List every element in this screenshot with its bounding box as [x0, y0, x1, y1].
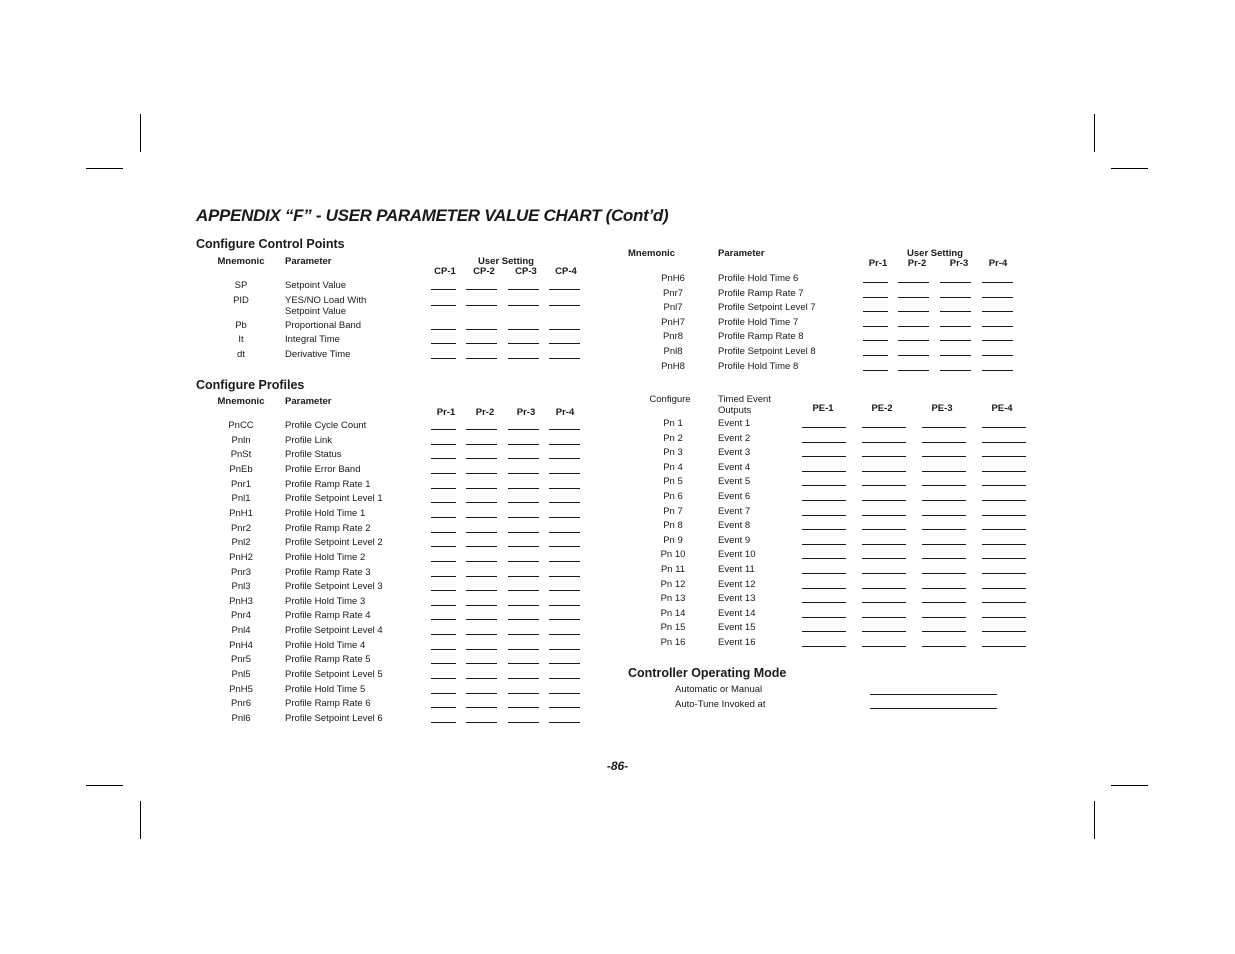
entry-line[interactable] [802, 558, 846, 559]
row-parameter: Profile Hold Time 5 [285, 683, 366, 695]
row-parameter: Profile Hold Time 1 [285, 507, 366, 519]
row-parameter: Profile Setpoint Level 5 [285, 669, 383, 681]
crop-mark [1094, 114, 1095, 152]
entry-line[interactable] [922, 602, 966, 603]
entry-line[interactable] [862, 442, 906, 443]
events-header-param-line2: Outputs [718, 405, 752, 416]
entry-line[interactable] [862, 573, 906, 574]
entry-line[interactable] [863, 340, 888, 341]
page-number: -86- [606, 759, 629, 773]
row-parameter: Profile Setpoint Level 6 [285, 713, 383, 724]
row-parameter-line1: YES/NO Load With [285, 294, 367, 306]
table-row [0, 564, 1235, 578]
row-mnemonic: Pnl2 [231, 537, 251, 549]
entry-line[interactable] [982, 370, 1013, 371]
column-header: Pr-1 [868, 258, 888, 269]
crop-mark [1111, 168, 1148, 169]
row-mnemonic: Pnr1 [230, 478, 252, 490]
crop-mark [1111, 785, 1148, 786]
table-row [0, 418, 1235, 432]
row-mnemonic: Pnr7 [662, 287, 684, 299]
entry-line[interactable] [863, 282, 888, 283]
table-row [0, 622, 1235, 636]
row-parameter: Event 14 [718, 607, 756, 619]
row-mnemonic: Pn 3 [663, 447, 683, 459]
table-row [0, 273, 1235, 287]
row-parameter: Profile Ramp Rate 8 [718, 331, 804, 343]
entry-line[interactable] [982, 558, 1026, 559]
row-mnemonic: Pb [235, 319, 247, 331]
row-mnemonic: Pnr3 [230, 566, 252, 578]
column-header: PE-1 [812, 403, 834, 414]
entry-line[interactable] [802, 631, 846, 632]
column-header: Pr-3 [516, 407, 536, 418]
entry-line[interactable] [982, 544, 1026, 545]
entry-line[interactable] [922, 456, 966, 457]
row-parameter: Profile Ramp Rate 6 [285, 698, 371, 710]
entry-line[interactable] [549, 693, 580, 694]
mode-entry-line[interactable] [870, 708, 997, 709]
entry-line[interactable] [982, 515, 1026, 516]
row-mnemonic: Pn 14 [660, 607, 686, 619]
prc-user-setting-header: User Setting [907, 248, 963, 259]
mode-label-auto-tune: Auto-Tune Invoked at [675, 699, 766, 710]
row-mnemonic: PnH4 [229, 639, 253, 651]
entry-line[interactable] [982, 471, 1026, 472]
row-parameter: Derivative Time [285, 348, 351, 360]
page-title: APPENDIX “F” - USER PARAMETER VALUE CHART (Cont’d) [196, 206, 669, 225]
entry-line[interactable] [508, 678, 539, 679]
table-row [0, 669, 1235, 683]
table-row [0, 447, 1235, 461]
entry-line[interactable] [862, 500, 906, 501]
row-mnemonic: PnH3 [229, 595, 253, 607]
crop-mark [86, 785, 123, 786]
entry-line[interactable] [508, 663, 539, 664]
row-mnemonic: Pn 10 [660, 549, 686, 561]
entry-line[interactable] [802, 500, 846, 501]
entry-line[interactable] [549, 722, 580, 723]
row-parameter: Profile Setpoint Level 8 [718, 346, 816, 357]
row-parameter: Event 16 [718, 637, 756, 648]
entry-line[interactable] [922, 631, 966, 632]
row-parameter: Profile Hold Time 6 [718, 273, 799, 284]
entry-line[interactable] [802, 529, 846, 530]
row-parameter: Event 4 [718, 461, 751, 473]
profiles-title: Configure Profiles [196, 378, 305, 392]
row-mnemonic: PnH2 [229, 551, 253, 563]
entry-line[interactable] [982, 297, 1013, 298]
mode-label-auto-manual: Automatic or Manual [675, 684, 763, 695]
entry-line[interactable] [982, 326, 1013, 327]
row-parameter: Profile Ramp Rate 1 [285, 478, 371, 490]
row-mnemonic: Pnl7 [663, 302, 683, 314]
column-header: CP-2 [473, 266, 495, 277]
column-header: CP-4 [555, 266, 577, 277]
row-parameter: Profile Hold Time 8 [718, 360, 799, 372]
column-header: CP-3 [515, 266, 537, 277]
entry-line[interactable] [898, 297, 929, 298]
row-parameter: Profile Ramp Rate 2 [285, 522, 371, 534]
row-parameter: Profile Ramp Rate 3 [285, 566, 371, 578]
entry-line[interactable] [940, 311, 971, 312]
row-parameter: Profile Link [285, 434, 332, 446]
operating-mode-title: Controller Operating Mode [628, 666, 787, 680]
entry-line[interactable] [922, 500, 966, 501]
row-mnemonic: Pn 6 [663, 491, 683, 502]
entry-line[interactable] [922, 646, 966, 647]
entry-line[interactable] [863, 311, 888, 312]
entry-line[interactable] [862, 485, 906, 486]
entry-line[interactable] [982, 485, 1026, 486]
entry-line[interactable] [431, 678, 456, 679]
entry-line[interactable] [922, 558, 966, 559]
row-mnemonic: PID [233, 294, 249, 306]
prc-parameter-header: Parameter [718, 248, 765, 259]
table-row [0, 654, 1235, 668]
row-mnemonic: Pn 7 [663, 505, 683, 517]
row-mnemonic: Pnl5 [231, 669, 251, 681]
column-header: CP-1 [434, 266, 456, 277]
column-header: Pr-2 [475, 407, 495, 418]
entry-line[interactable] [466, 722, 497, 723]
entry-line[interactable] [940, 340, 971, 341]
entry-line[interactable] [862, 544, 906, 545]
row-mnemonic: Pnr5 [230, 654, 252, 666]
entry-line[interactable] [802, 588, 846, 589]
entry-line[interactable] [982, 456, 1026, 457]
table-row [0, 302, 1235, 316]
table-row [0, 361, 1235, 375]
events-header-param [718, 394, 771, 416]
column-header: Pr-2 [907, 258, 927, 269]
entry-line[interactable] [898, 326, 929, 327]
table-row [0, 608, 1235, 622]
entry-line[interactable] [982, 442, 1026, 443]
entry-line[interactable] [922, 471, 966, 472]
row-parameter: Profile Hold Time 7 [718, 316, 799, 328]
table-row [0, 506, 1235, 520]
entry-line[interactable] [982, 617, 1026, 618]
entry-line[interactable] [862, 588, 906, 589]
table-row [0, 579, 1235, 593]
column-header: PE-2 [871, 403, 893, 414]
entry-line[interactable] [982, 311, 1013, 312]
entry-line[interactable] [982, 573, 1026, 574]
entry-line[interactable] [922, 588, 966, 589]
entry-line[interactable] [549, 707, 580, 708]
row-parameter: Event 7 [718, 505, 751, 517]
entry-line[interactable] [802, 456, 846, 457]
row-parameter-line2: Setpoint Value [285, 305, 347, 317]
row-parameter: Profile Setpoint Level 1 [285, 493, 383, 505]
row-parameter: Profile Setpoint Level 3 [285, 581, 383, 593]
entry-line[interactable] [862, 471, 906, 472]
row-parameter: Profile Setpoint Level 7 [718, 302, 816, 314]
column-header: PE-4 [991, 403, 1013, 414]
table-row [0, 491, 1235, 505]
events-header [0, 394, 1235, 418]
row-mnemonic: Pnr2 [230, 522, 252, 534]
entry-line[interactable] [922, 529, 966, 530]
cp-parameter-header: Parameter [285, 256, 332, 267]
entry-line[interactable] [802, 573, 846, 574]
entry-line[interactable] [898, 355, 929, 356]
entry-line[interactable] [431, 663, 456, 664]
column-header: Pr-4 [555, 407, 575, 418]
row-mnemonic: It [238, 334, 244, 346]
entry-line[interactable] [466, 707, 497, 708]
row-parameter: Profile Cycle Count [285, 420, 367, 431]
row-parameter: Event 11 [718, 564, 755, 575]
column-header: PE-3 [931, 403, 953, 414]
entry-line[interactable] [508, 707, 539, 708]
entry-line[interactable] [898, 282, 929, 283]
entry-line[interactable] [982, 427, 1026, 428]
entry-line[interactable] [802, 617, 846, 618]
pr-mnemonic-header: Mnemonic [217, 396, 265, 407]
table-row [0, 462, 1235, 476]
column-header: Pr-3 [949, 258, 969, 269]
entry-line[interactable] [922, 442, 966, 443]
entry-line[interactable] [940, 297, 971, 298]
row-parameter: Setpoint Value [285, 280, 347, 291]
table-row [0, 346, 1235, 360]
entry-line[interactable] [982, 602, 1026, 603]
crop-mark [140, 801, 141, 839]
entry-line[interactable] [549, 678, 580, 679]
entry-line[interactable] [982, 355, 1013, 356]
row-parameter: Profile Hold Time 4 [285, 639, 366, 651]
entry-line[interactable] [862, 529, 906, 530]
entry-line[interactable] [922, 515, 966, 516]
row-mnemonic: PnCC [228, 420, 254, 431]
row-parameter: Profile Ramp Rate 4 [285, 610, 371, 622]
entry-line[interactable] [862, 456, 906, 457]
row-parameter: Event 12 [718, 578, 756, 590]
row-mnemonic: PnH6 [661, 273, 685, 284]
table-row [0, 433, 1235, 447]
entry-line[interactable] [862, 646, 906, 647]
row-parameter: Profile Ramp Rate 5 [285, 654, 371, 666]
table-row [0, 317, 1235, 331]
entry-line[interactable] [898, 370, 929, 371]
row-mnemonic: PnSt [230, 449, 252, 461]
entry-line[interactable] [802, 515, 846, 516]
row-mnemonic: Pnl3 [231, 581, 251, 593]
mode-entry-line[interactable] [870, 694, 997, 695]
entry-line[interactable] [982, 282, 1013, 283]
row-mnemonic: Pnln [231, 434, 251, 446]
cp-user-setting-header: User Setting [478, 256, 534, 267]
entry-line[interactable] [466, 678, 497, 679]
row-mnemonic: SP [234, 280, 248, 291]
crop-mark [1094, 801, 1095, 839]
column-header: Pr-4 [988, 258, 1008, 269]
row-parameter: Profile Setpoint Level 2 [285, 537, 383, 549]
row-parameter: Event 13 [718, 593, 756, 605]
row-parameter: Event 9 [718, 534, 751, 546]
row-mnemonic: Pn 2 [663, 432, 683, 444]
crop-mark [86, 168, 123, 169]
entry-line[interactable] [863, 355, 888, 356]
table-row [0, 331, 1235, 345]
entry-line[interactable] [982, 340, 1013, 341]
row-parameter: Profile Error Band [285, 463, 361, 475]
entry-line[interactable] [940, 370, 971, 371]
row-mnemonic: dt [237, 348, 245, 360]
entry-line[interactable] [862, 427, 906, 428]
table-row [0, 476, 1235, 490]
table-row [0, 698, 1235, 712]
entry-line[interactable] [802, 544, 846, 545]
row-mnemonic: Pnl8 [663, 346, 683, 357]
events-header-param-line1: Timed Event [718, 394, 771, 405]
prc-mnemonic-header: Mnemonic [628, 248, 675, 259]
table-row [0, 637, 1235, 651]
row-parameter: Event 5 [718, 476, 751, 488]
cp-mnemonic-header: Mnemonic [217, 256, 265, 267]
entry-line[interactable] [508, 693, 539, 694]
entry-line[interactable] [862, 617, 906, 618]
row-mnemonic: Pnr8 [662, 331, 684, 343]
row-mnemonic: Pnr6 [230, 698, 252, 710]
row-mnemonic: Pnr4 [230, 610, 252, 622]
entry-line[interactable] [466, 663, 497, 664]
row-mnemonic: Pnl4 [231, 625, 251, 637]
entry-line[interactable] [940, 282, 971, 283]
table-row [0, 288, 1235, 302]
row-parameter: Event 1 [718, 418, 751, 429]
events-header-left: Configure [649, 394, 691, 405]
entry-line[interactable] [863, 326, 888, 327]
crop-mark [140, 114, 141, 152]
entry-line[interactable] [863, 370, 888, 371]
table-row [0, 549, 1235, 563]
row-parameter: Profile Hold Time 3 [285, 595, 366, 607]
table-row [0, 520, 1235, 534]
entry-line[interactable] [802, 646, 846, 647]
entry-line[interactable] [922, 544, 966, 545]
row-mnemonic: Pn 16 [660, 637, 686, 648]
pr-parameter-header: Parameter [285, 396, 332, 407]
row-parameter: Profile Status [285, 449, 342, 461]
entry-line[interactable] [862, 631, 906, 632]
entry-line[interactable] [549, 663, 580, 664]
row-mnemonic: Pn 8 [663, 520, 683, 532]
entry-line[interactable] [898, 311, 929, 312]
entry-line[interactable] [862, 515, 906, 516]
entry-line[interactable] [431, 707, 456, 708]
entry-line[interactable] [982, 631, 1026, 632]
row-mnemonic: Pn 1 [663, 418, 683, 429]
row-parameter: Profile Hold Time 2 [285, 551, 366, 563]
entry-line[interactable] [431, 693, 456, 694]
entry-line[interactable] [922, 617, 966, 618]
row-mnemonic: Pn 11 [660, 564, 686, 575]
row-mnemonic: PnH1 [229, 507, 253, 519]
entry-line[interactable] [922, 427, 966, 428]
entry-line[interactable] [508, 722, 539, 723]
row-parameter: Event 15 [718, 622, 756, 634]
row-parameter: Event 3 [718, 447, 751, 459]
control-points-title: Configure Control Points [196, 237, 345, 251]
entry-line[interactable] [802, 602, 846, 603]
entry-line[interactable] [940, 326, 971, 327]
row-parameter: Integral Time [285, 334, 340, 346]
row-mnemonic: Pnl6 [231, 713, 251, 724]
row-parameter: Event 8 [718, 520, 751, 532]
entry-line[interactable] [982, 646, 1026, 647]
row-mnemonic: Pn 9 [663, 534, 683, 546]
row-parameter: Profile Ramp Rate 7 [718, 287, 804, 299]
row-mnemonic: PnH5 [229, 683, 253, 695]
row-mnemonic: PnH7 [661, 316, 685, 328]
row-parameter: Profile Setpoint Level 4 [285, 625, 383, 637]
table-row [0, 713, 1235, 727]
row-mnemonic: Pn 5 [663, 476, 683, 488]
entry-line[interactable] [922, 573, 966, 574]
entry-line[interactable] [802, 485, 846, 486]
row-mnemonic: PnEb [229, 463, 253, 475]
table-row [0, 535, 1235, 549]
entry-line[interactable] [802, 442, 846, 443]
entry-line[interactable] [431, 722, 456, 723]
row-mnemonic: Pnl1 [231, 493, 251, 505]
entry-line[interactable] [982, 529, 1026, 530]
entry-line[interactable] [898, 340, 929, 341]
table-row [0, 684, 1235, 698]
row-parameter: Event 6 [718, 491, 751, 502]
entry-line[interactable] [802, 427, 846, 428]
row-parameter: Event 10 [718, 549, 756, 561]
row-mnemonic: Pn 12 [660, 578, 686, 590]
row-mnemonic: Pn 4 [663, 461, 683, 473]
row-mnemonic: Pn 13 [660, 593, 686, 605]
entry-line[interactable] [863, 297, 888, 298]
entry-line[interactable] [802, 471, 846, 472]
column-header: Pr-1 [436, 407, 456, 418]
entry-line[interactable] [940, 355, 971, 356]
row-mnemonic: Pn 15 [660, 622, 686, 634]
row-parameter: Proportional Band [285, 319, 362, 331]
row-parameter: Event 2 [718, 432, 751, 444]
entry-line[interactable] [862, 602, 906, 603]
entry-line[interactable] [982, 588, 1026, 589]
entry-line[interactable] [982, 500, 1026, 501]
entry-line[interactable] [922, 485, 966, 486]
entry-line[interactable] [862, 558, 906, 559]
entry-line[interactable] [466, 693, 497, 694]
row-mnemonic: PnH8 [661, 360, 685, 372]
table-row [0, 593, 1235, 607]
